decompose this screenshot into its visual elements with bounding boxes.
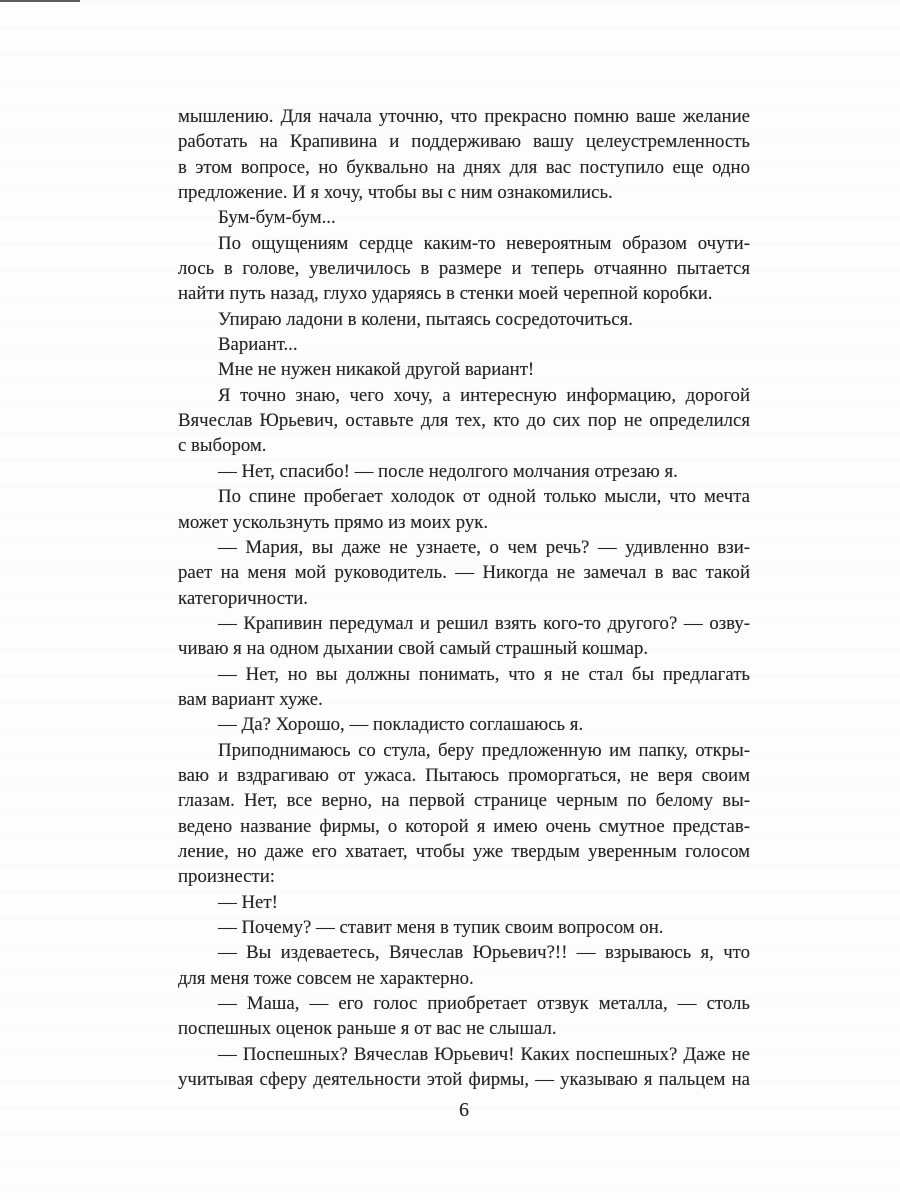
text-line: — Да? Хорошо, — покладисто соглашаюсь я. bbox=[218, 714, 584, 736]
text-line: — Почему? — ставит меня в тупик своим вопросом он. bbox=[218, 917, 664, 938]
text-line: произнести: bbox=[178, 866, 275, 888]
text-line: категоричности. bbox=[178, 587, 308, 609]
text-line: ведено название фирмы, о которой я имею очень смутное представ- bbox=[178, 815, 750, 837]
text-line: чиваю я на одном дыхании свой самый страшный кошмар. bbox=[178, 638, 649, 660]
text-line: вам вариант хуже. bbox=[178, 688, 323, 710]
text-line: Вариант... bbox=[218, 334, 298, 356]
text-line: в этом вопросе, но буквально на днях для вас поступило еще одно bbox=[178, 156, 750, 178]
text-line: ление, но даже его хватает, чтобы уже твердым уверенным голосом bbox=[178, 840, 750, 862]
scan-artifact-line bbox=[0, 0, 80, 2]
text-line: — Нет, но вы должны понимать, что я не стал бы предлагать bbox=[218, 663, 750, 685]
text-line: Приподнимаюсь со стула, беру предложенную им папку, откры- bbox=[218, 739, 750, 761]
text-line: мышлению. Для начала уточню, что прекрасно помню ваше желание bbox=[178, 106, 750, 127]
text-line: для меня тоже совсем не характерно. bbox=[178, 967, 474, 989]
text-line: рает на меня мой руководитель. — Никогда не замечал в вас такой bbox=[178, 562, 750, 584]
text-line: — Нет! bbox=[218, 891, 278, 913]
text-line: Упираю ладони в колени, пытаясь сосредоточиться. bbox=[218, 308, 633, 330]
text-line: найти путь назад, глухо ударяясь в стенки моей черепной коробки. bbox=[178, 283, 713, 305]
text-line: По спине пробегает холодок от одной только мысли, что мечта bbox=[218, 486, 750, 508]
text-line: — Вы издеваетесь, Вячеслав Юрьевич?!! — взрываюсь я, что bbox=[218, 942, 750, 964]
text-line: предложение. И я хочу, чтобы вы с ним ознакомились. bbox=[178, 182, 613, 204]
text-line: с выбором. bbox=[178, 435, 267, 457]
text-line: — Нет, спасибо! — после недолгого молчания отрезаю я. bbox=[218, 460, 678, 482]
text-line: учитывая сферу деятельности этой фирмы, — указываю я пальцем на bbox=[178, 1069, 750, 1091]
text-line: Мне не нужен никакой другой вариант! bbox=[218, 359, 535, 381]
text-line: глазам. Нет, все верно, на первой странице черным по белому вы- bbox=[178, 790, 750, 812]
text-line: — Маша, — его голос приобретает отзвук металла, — столь bbox=[218, 993, 750, 1015]
text-line: — Мария, вы даже не узнаете, о чем речь? — удивленно взи- bbox=[218, 536, 750, 558]
text-line: Я точно знаю, чего хочу, а интересную информацию, дорогой bbox=[218, 384, 750, 406]
text-line: лось в голове, увеличилось в размере и теперь отчаянно пытается bbox=[178, 258, 750, 280]
text-line: работать на Крапивина и поддерживаю вашу целеустремленность bbox=[178, 131, 750, 153]
text-line: поспешных оценок раньше я от вас не слышал. bbox=[178, 1018, 557, 1040]
text-line: По ощущениям сердце каким-то невероятным образом очути- bbox=[218, 232, 750, 254]
text-line: Вячеслав Юрьевич, оставьте для тех, кто до сих пор не определился bbox=[178, 410, 750, 432]
text-line: — Поспешных? Вячеслав Юрьевич! Каких поспешных? Даже не bbox=[218, 1043, 750, 1065]
page-number: 6 bbox=[459, 1099, 469, 1121]
text-line: ваю и вздрагиваю от ужаса. Пытаюсь проморгаться, не веря своим bbox=[178, 764, 750, 786]
text-line: Бум-бум-бум... bbox=[218, 207, 336, 229]
text-line: может ускользнуть прямо из моих рук. bbox=[178, 511, 489, 533]
text-block bbox=[178, 104, 750, 1092]
text-line: — Крапивин передумал и решил взять кого-то другого? — озву- bbox=[218, 612, 750, 634]
